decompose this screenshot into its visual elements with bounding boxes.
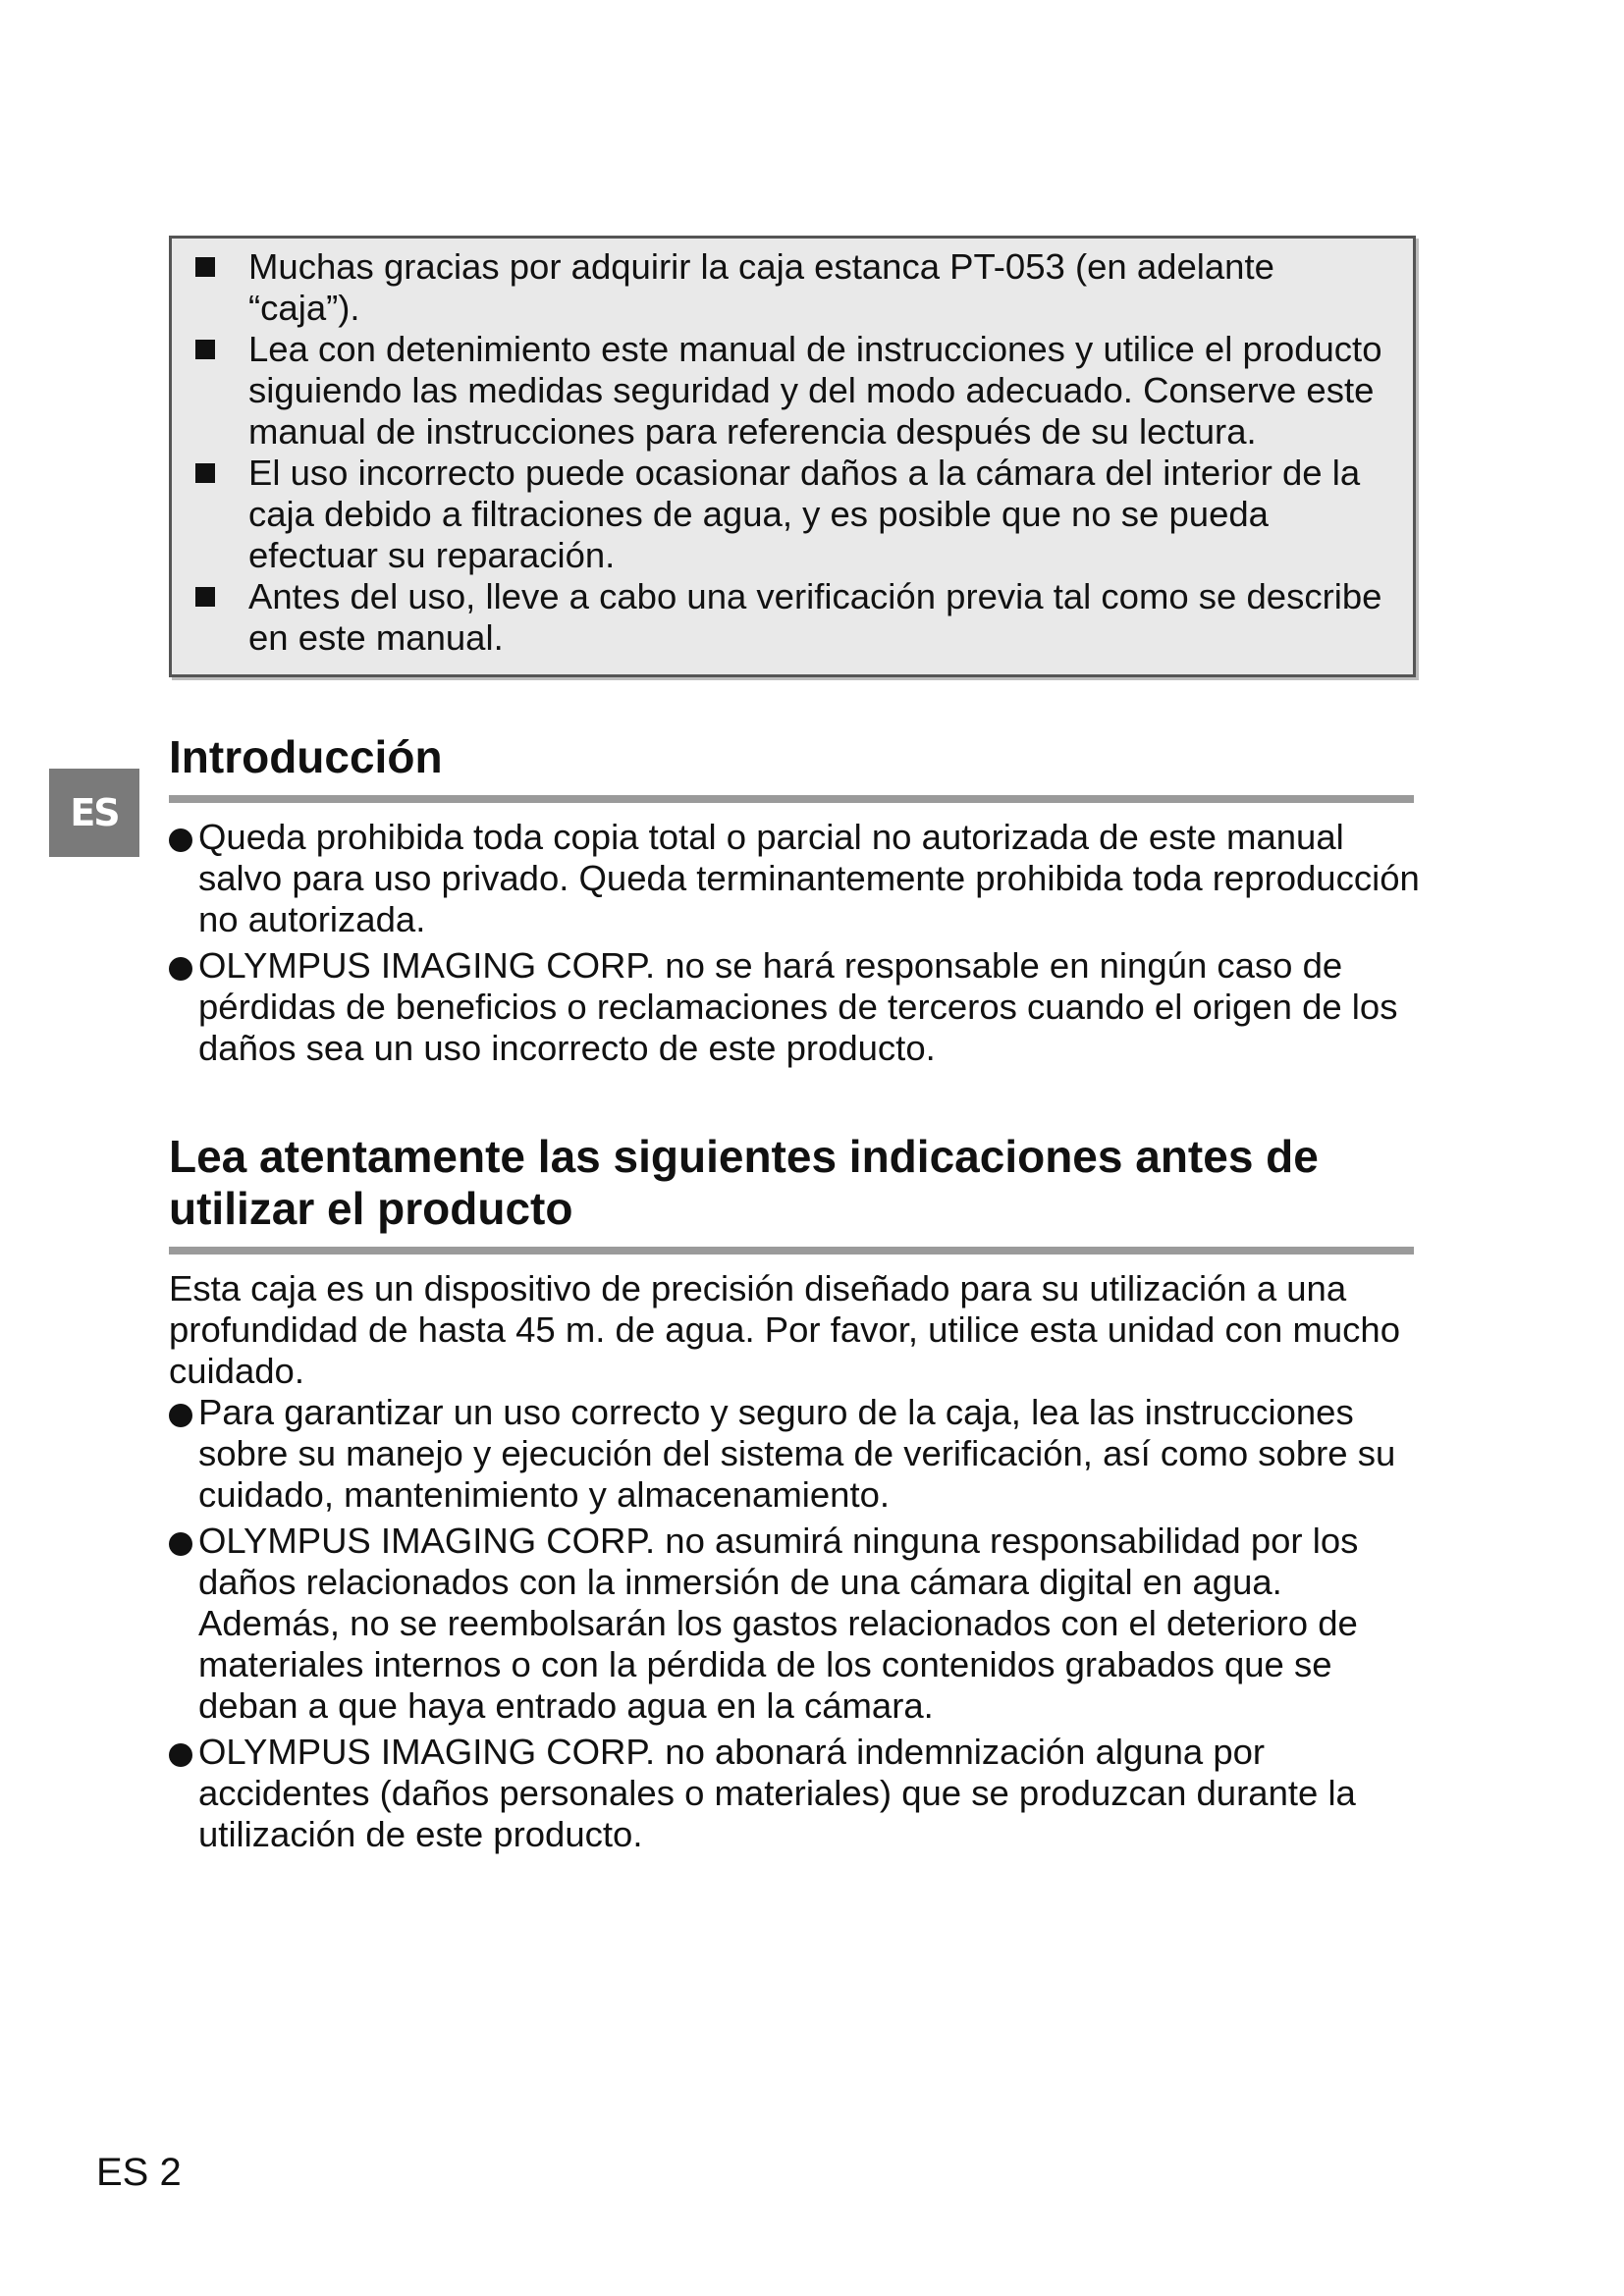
warnings-list xyxy=(169,1392,1426,1855)
notice-text: Muchas gracias por adquirir la caja estanca PT-053 (en adelante “caja”). xyxy=(248,246,1274,328)
list-item xyxy=(169,945,1426,1069)
warnings-title: Lea atentamente las siguientes indicaciones antes de utilizar el producto xyxy=(169,1131,1319,1234)
list-item xyxy=(169,1521,1426,1727)
list-item-text: Para garantizar un uso correcto y seguro de la caja, lea las instrucciones sobre su manejo y ejecución del sistema de verificación, así como sobre su cuidado, mantenimiento y almacenamiento. xyxy=(198,1392,1396,1515)
list-item xyxy=(169,1392,1426,1516)
list-item-text: OLYMPUS IMAGING CORP. no abonará indemnización alguna por accidentes (daños personales o materiales) que se produzcan durante la utilización de este producto. xyxy=(198,1732,1356,1854)
list-item-text: Queda prohibida toda copia total o parcial no autorizada de este manual salvo para uso privado. Queda terminantemente prohibida toda reproducción no autorizada. xyxy=(198,817,1420,939)
warnings-section xyxy=(169,1131,1426,1860)
warnings-paragraph: Esta caja es un dispositivo de precisión diseñado para su utilización a una profundidad de hasta 45 m. de agua. Por favor, utilice esta unidad con mucho cuidado. xyxy=(169,1268,1400,1391)
square-bullet-icon xyxy=(195,340,215,359)
list-item xyxy=(169,817,1426,940)
notice-text: El uso incorrecto puede ocasionar daños a la cámara del interior de la caja debido a filtraciones de agua, y es posible que no se pueda efectuar su reparación. xyxy=(248,453,1361,575)
notice-item xyxy=(193,329,1395,453)
notice-item xyxy=(193,576,1395,659)
section-divider xyxy=(169,795,1414,803)
introduction-section xyxy=(169,731,1426,1074)
introduction-title: Introducción xyxy=(169,731,443,782)
round-bullet-icon xyxy=(169,957,192,981)
round-bullet-icon xyxy=(169,1743,192,1767)
round-bullet-icon xyxy=(169,1532,192,1556)
language-tab: ES xyxy=(49,769,139,857)
notice-text: Lea con detenimiento este manual de instrucciones y utilice el producto siguiendo las medidas seguridad y del modo adecuado. Conserve este manual de instrucciones para referencia después de su lectura. xyxy=(248,329,1382,452)
section-divider xyxy=(169,1247,1414,1255)
square-bullet-icon xyxy=(195,463,215,483)
notice-text: Antes del uso, lleve a cabo una verificación previa tal como se describe en este manual. xyxy=(248,576,1382,658)
page-number: ES 2 xyxy=(96,2151,182,2194)
round-bullet-icon xyxy=(169,1404,192,1427)
square-bullet-icon xyxy=(195,257,215,277)
notice-box xyxy=(169,236,1416,677)
notice-item xyxy=(193,246,1395,329)
square-bullet-icon xyxy=(195,587,215,607)
list-item-text: OLYMPUS IMAGING CORP. no asumirá ninguna responsabilidad por los daños relacionados con la inmersión de una cámara digital en agua. Además, no se reembolsarán los gastos relacionados con el deterioro de materiales internos o con la pérdida de los contenidos grabados que se deban a que haya entrado agua en la cámara. xyxy=(198,1521,1359,1726)
notice-list xyxy=(193,246,1395,659)
list-item-text: OLYMPUS IMAGING CORP. no se hará responsable en ningún caso de pérdidas de beneficios o reclamaciones de terceros cuando el origen de los daños sea un uso incorrecto de este producto. xyxy=(198,945,1398,1068)
list-item xyxy=(169,1732,1426,1855)
introduction-list xyxy=(169,817,1426,1069)
notice-item xyxy=(193,453,1395,576)
round-bullet-icon xyxy=(169,828,192,852)
